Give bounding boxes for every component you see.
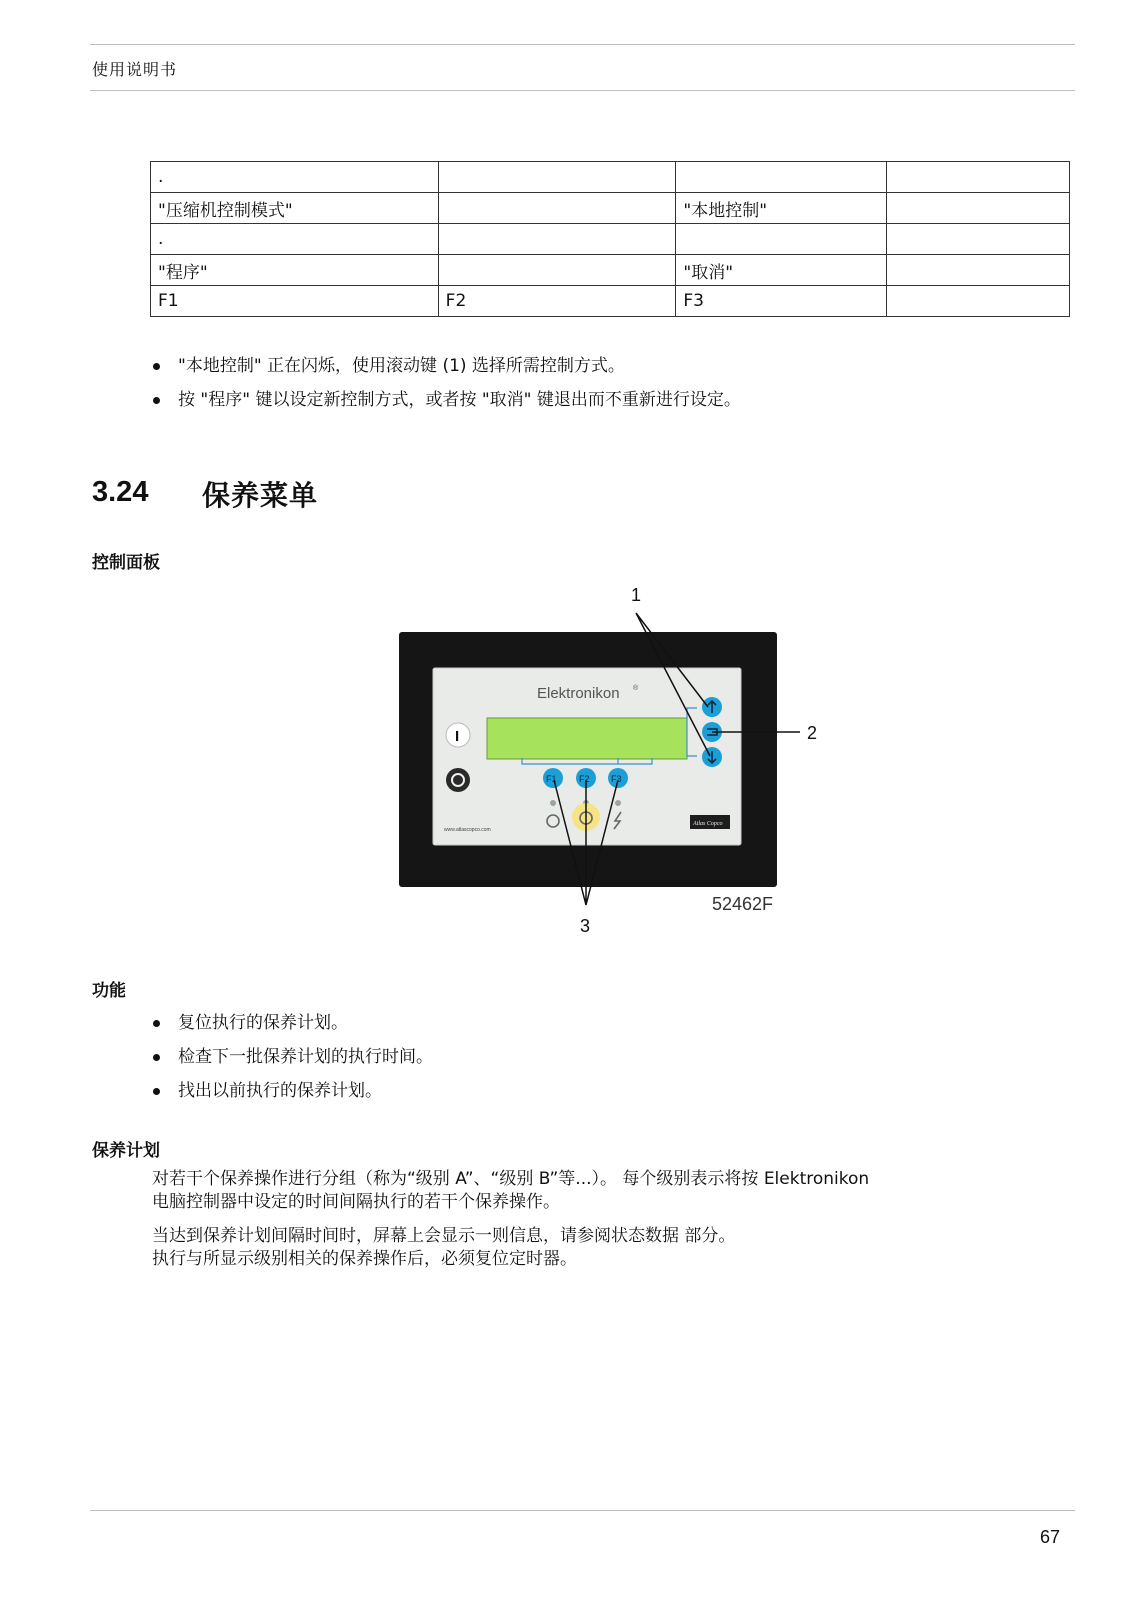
paragraph-line: 电脑控制器中设定的时间间隔执行的若干个保养操作。 [152, 1192, 560, 1212]
f3-key-label: F3 [611, 774, 622, 784]
table-cell: F2 [438, 286, 676, 317]
control-panel-heading: 控制面板 [92, 553, 160, 573]
status-led [550, 800, 556, 806]
list-item: 检查下一批保养计划的执行时间。 [152, 1040, 433, 1074]
lcd-display [487, 718, 687, 759]
figure-id: 52462F [712, 894, 774, 914]
f2-key-label: F2 [579, 774, 590, 784]
paragraph-line: 对若干个保养操作进行分组（称为“级别 A”、“级别 B”等...）。 每个级别表示将按 Elektronikon [152, 1169, 870, 1189]
table-cell: F3 [676, 286, 887, 317]
table-cell: "程序" [151, 255, 439, 286]
table-cell: "压缩机控制模式" [151, 193, 439, 224]
service-plan-paragraph-2 [152, 1225, 735, 1271]
table-cell: F1 [151, 286, 439, 317]
start-symbol: I [455, 728, 460, 745]
f1-key-label: F1 [546, 774, 557, 784]
list-item: "本地控制" 正在闪烁，使用滚动键 (1) 选择所需控制方式。 [152, 349, 741, 383]
brand-label: Elektronikon [537, 685, 620, 702]
list-item: 按 "程序" 键以设定新控制方式，或者按 "取消" 键退出而不重新进行设定。 [152, 383, 741, 417]
service-plan-heading: 保养计划 [92, 1141, 160, 1161]
website-label: www.atlascopco.com [444, 827, 491, 833]
functions-heading: 功能 [92, 981, 126, 1001]
document-title: 使用说明书 [92, 60, 178, 79]
stop-button [446, 768, 470, 792]
status-led [615, 800, 621, 806]
list-item: 找出以前执行的保养计划。 [152, 1074, 433, 1108]
page-number: 67 [1040, 1527, 1061, 1547]
service-plan-paragraph-1 [152, 1168, 869, 1214]
callout-1: 1 [631, 585, 642, 605]
list-item: 复位执行的保养计划。 [152, 1006, 433, 1040]
section-title: 保养菜单 [202, 479, 319, 512]
callout-3: 3 [580, 916, 591, 936]
functions-list [152, 1006, 433, 1108]
paragraph-line: 执行与所显示级别相关的保养操作后，必须复位定时器。 [152, 1249, 577, 1269]
paragraph-line: 当达到保养计划间隔时间时，屏幕上会显示一则信息，请参阅状态数据 部分。 [152, 1226, 736, 1246]
table-cell: . [151, 162, 439, 193]
table-cell: . [151, 224, 439, 255]
footer-rule [90, 1510, 1075, 1511]
callout-2: 2 [807, 723, 818, 743]
brand-mark: ® [633, 685, 639, 692]
table-cell: "取消" [676, 255, 887, 286]
table-cell: "本地控制" [676, 193, 887, 224]
section-number: 3.24 [92, 476, 149, 508]
logo-text: Atlas Copco [693, 821, 723, 827]
